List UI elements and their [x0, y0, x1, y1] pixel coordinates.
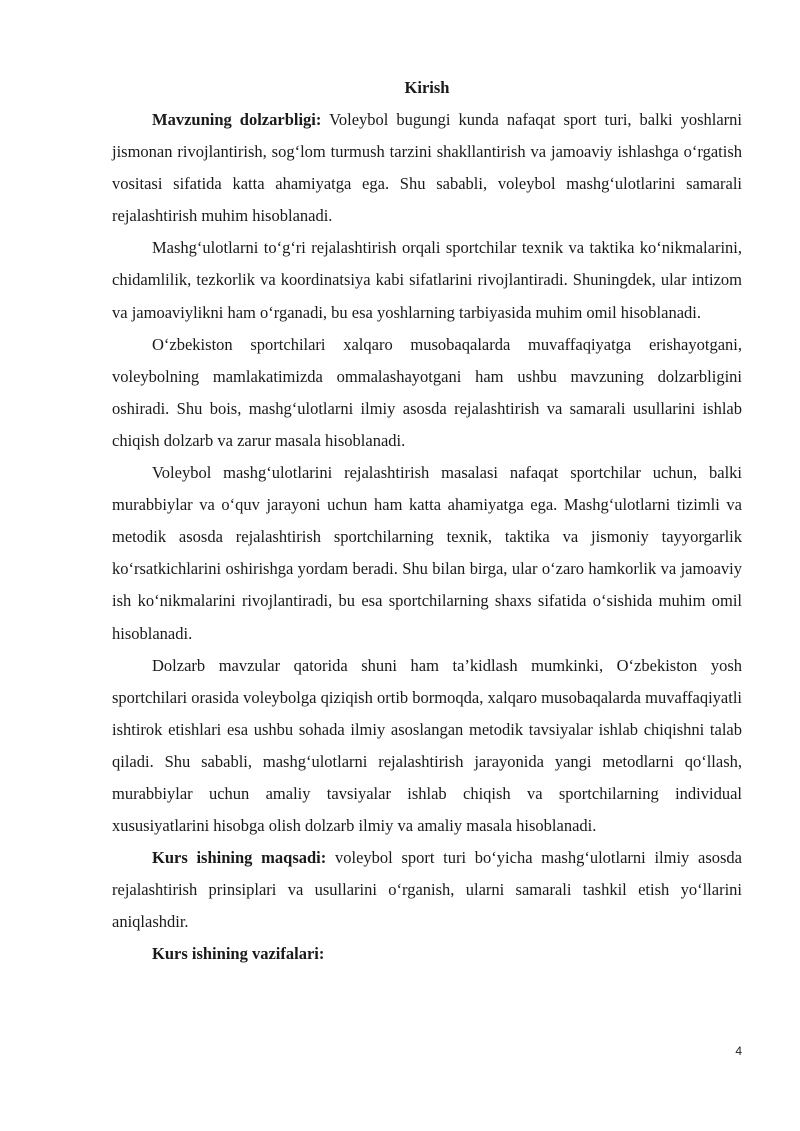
- paragraph-uzbek-athletes: [112, 329, 742, 457]
- paragraph-coaches: [112, 457, 742, 650]
- page-number: 4: [735, 1044, 742, 1058]
- paragraph-text: Mashg‘ulotlarni to‘g‘ri rejalashtirish orqali sportchilar texnik va taktika ko‘nikmalarini, chidamlilik, tezkorlik va koordinatsiya kabi sifatlarini rivojlantiradi. Shuningdek, ular intizom va jamoaviylikni ham o‘rganadi, bu esa yoshlarning tarbiyasida muhim omil hisoblanadi.: [112, 238, 742, 322]
- paragraph-text: Dolzarb mavzular qatorida shuni ham ta’kidlash mumkinki, O‘zbekiston yosh sportchilari orasida voleybolga qiziqish ortib bormoqda, xalqaro musobaqalarda muvaffaqiyatli ishtirok etishlari esa ushbu sohada ilmiy asoslangan metodik tavsiyalar ishlab chiqishni talab qiladi. Shu sababli, mashg‘ulotlarni rejalashtirish jarayonida yangi metodlarni qo‘llash, murabbiylar uchun amaliy tavsiyalar ishlab chiqish va sportchilarning individual xususiyatlarini hisobga olish dolzarb ilmiy va amaliy masala hisoblanadi.: [112, 655, 742, 836]
- paragraph-text: Voleybol bugungi kunda nafaqat sport turi, balki yoshlarni jismonan rivojlantirish, sog‘lom turmush tarzini shakllantirish va jamoaviy ishlashga o‘rgatish vositasi sifatida katta ahamiyatga ega. Shu sababli, voleybol mashg‘ulotlarini samarali rejalashtirish muhim hisoblanadi.: [112, 110, 742, 226]
- paragraph-relevance: [112, 104, 742, 232]
- document-page: [112, 76, 742, 971]
- section-title: Kirish: [404, 78, 450, 97]
- paragraph-young-athletes: [112, 650, 742, 843]
- paragraph-text: Voleybol mashg‘ulotlarini rejalashtirish masalasi nafaqat sportchilar uchun, balki murabbiylar va o‘quv jarayoni uchun ham katta ahamiyatga ega. Mashg‘ulotlarni tizimli va metodik asosda rejalashtirish sportchilarning texnik, taktika va jismoniy tayyorgarlik ko‘rsatkichlarini oshirishga yordam beradi. Shu bilan birga, ular o‘zaro hamkorlik va jamoaviy ish ko‘nikmalarini rivojlantiradi, bu esa sportchilarning shaxs sifatida o‘sishida muhim omil hisoblanadi.: [112, 463, 742, 643]
- paragraph-tasks: [112, 938, 742, 970]
- paragraph-text: O‘zbekiston sportchilari xalqaro musobaqalarda muvaffaqiyatga erishayotgani, voleybolning mamlakatimizda ommalashayotgani ham ushbu mavzuning dolzarbligini oshiradi. Shu bois, mashg‘ulotlarni ilmiy asosda rejalashtirish va samarali usullarini ishlab chiqish dolzarb va zarur masala hisoblanadi.: [112, 334, 742, 450]
- paragraph-lead: Mavzuning dolzarbligi:: [152, 110, 322, 129]
- paragraph-training-planning: [112, 232, 742, 328]
- paragraph-lead: Kurs ishining maqsadi:: [152, 848, 327, 868]
- paragraph-goal: [112, 842, 742, 938]
- paragraph-text: voleybol sport turi bo‘yicha mashg‘ulotlarni ilmiy asosda rejalashtirish prinsiplari va usullarini o‘rganish, ularni samarali tashkil etish yo‘llarini aniqlashdir.: [112, 848, 743, 932]
- paragraph-lead: Kurs ishining vazifalari:: [152, 944, 325, 964]
